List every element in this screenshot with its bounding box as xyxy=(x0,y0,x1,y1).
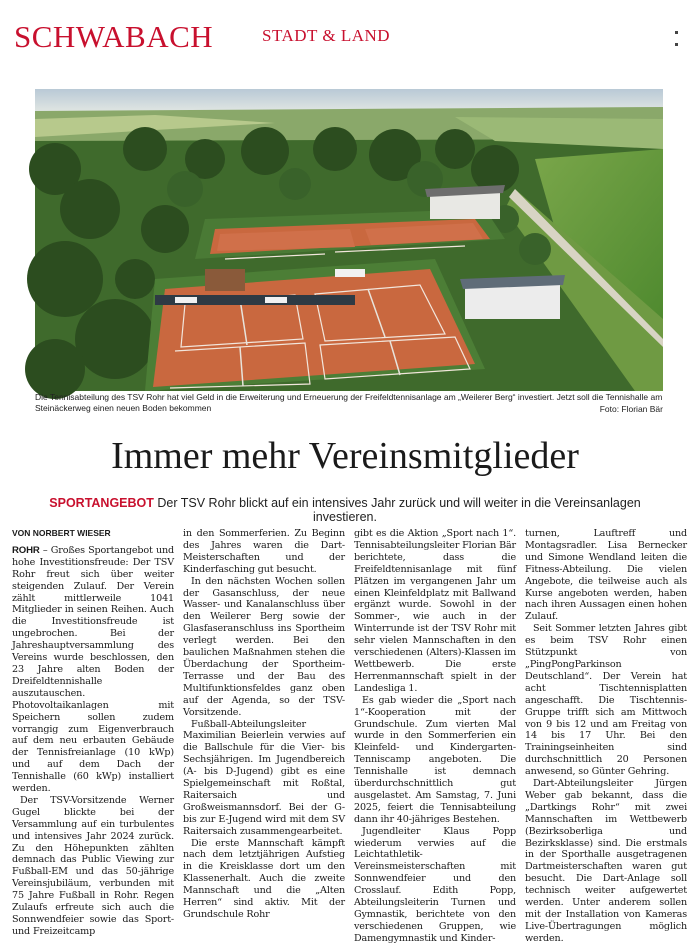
teaser-text: Der TSV Rohr blickt auf ein intensives Jahr zurück und will weiter in die Vereinsanlagen investieren. xyxy=(153,496,641,524)
photo-credit: Foto: Florian Bär xyxy=(599,404,663,414)
paragraph: in den Sommerferien. Zu Beginn des Jahres waren die Dart-Meisterschaften und der Kinderfasching gut besucht. xyxy=(183,528,345,575)
paragraph: Die erste Mannschaft kämpft nach dem letztjährigen Aufstieg in die Kreisklasse dort um den Klassenerhalt. Auch die zweite Mannschaft und die „Alten Herren“ sind aktiv. Mit der Grundschule Rohr xyxy=(183,837,345,920)
photo-caption xyxy=(35,392,663,418)
paragraph: ROHR – Großes Sportangebot und hohe Investitionsfreude: Der TSV Rohr freut sich über weiter steigenden Zulauf. Der Verein zählt mittlerweile 1041 Mitglieder in seinen Reihen. Auch die Investitionsfreude ist ungebrochen. Bei der Jahreshauptversammlung des Vereins wurde beschlossen, den 23 Jahre alten Boden der Dreifeldtennishalle auszutauschen. Photovoltaikanlagen mit Speichern sollen zudem vorrangig zum Eigenverbrauch auf dem neu erbauten Gebäude der Tennisfreianlage (10 kWp) und auf dem Dach der Tennishalle (60 kWp) installiert werden. xyxy=(12,544,174,795)
paragraph: Der TSV-Vorsitzende Werner Gugel blickte bei der Versammlung auf ein turbulentes und intensives Jahr 2024 zurück. Zu den Höhepunkten zählten demnach das Public Viewing zur Fußball-EM und das 50-jährige Vereinsjubiläum, verbunden mit 75 Jahre Fußball in Rohr. Regen Zulaufs erfreute sich auch die Sonnwendfeier sowie das Sport- und Freizeitcamp xyxy=(12,794,174,937)
column-2 xyxy=(183,528,345,920)
paragraph: Es gab wieder die „Sport nach 1“-Kooperation mit der Grundschule. Zum vierten Mal wurde in den Sommerferien ein Kleinfeld- und Kindergarten-Tenniscamp angeboten. Die Tennishalle ist demnach überdurchschnittlich gut ausgelastet. Am Samstag, 7. Juni 2025, feiert die Tennisabteilung dann ihr 40-jähriges Bestehen. xyxy=(354,694,516,825)
kicker-label: SPORTANGEBOT xyxy=(49,496,154,510)
margin-mark xyxy=(675,31,678,34)
article-photo xyxy=(35,89,663,391)
dateline: ROHR xyxy=(12,544,40,556)
aerial-tennis-courts-image xyxy=(35,89,663,391)
column-1 xyxy=(12,528,174,937)
caption-text: Die Tennisabteilung des TSV Rohr hat viel Geld in die Erweiterung und Erneuerung der Freifeldtennisanlage am „Weilerer Berg“ investiert. Jetzt soll die Tennishalle am Steinäckerweg einen neuen Boden bekommen xyxy=(35,392,663,413)
byline: VON NORBERT WIESER xyxy=(12,528,111,538)
paragraph: turnen, Lauftreff und Montagsradler. Lisa Bernecker und Simone Wendland leiten die Fitness-Abteilung. Die vielen Angebote, die teilweise auch als Kurse angeboten werden, haben nach ihren Aussagen einen hohen Zulauf. xyxy=(525,528,687,623)
margin-mark xyxy=(675,43,678,46)
paragraph: Seit Sommer letzten Jahres gibt es beim TSV Rohr einen Stützpunkt von „PingPongParkinson Deutschland“. Der Verein hat acht Tischtennisplatten angeschafft. Die Tischtennis-Gruppe trifft sich am Mittwoch von 9 bis 12 und am Freitag von 14 bis 17 Uhr. Bei den Trainingseinheiten sind durchschnittlich 20 Personen anwesend, so Günter Gehring. xyxy=(525,623,687,778)
section-subtitle: STADT & LAND xyxy=(262,26,391,45)
article-teaser xyxy=(20,496,670,524)
paragraph: In den nächsten Wochen sollen der Gasanschluss, der neue Wasser- und Kanalanschluss über den Weilerer Berg sowie der Glasfaseranschluss ins Sportheim verlegt werden. Bei den baulichen Maßnahmen stehen die Überdachung der Sportheim-Terrasse und der Bau des Multifunktionsfeldes ganz oben auf der Agenda, so der TSV-Vorsitzende. xyxy=(183,575,345,718)
article-body xyxy=(12,528,688,944)
article-headline: Immer mehr Vereinsmitglieder xyxy=(111,435,579,477)
masthead xyxy=(12,19,678,55)
column-4 xyxy=(525,528,687,944)
newspaper-section-title: SCHWABACH xyxy=(14,19,214,54)
paragraph: Fußball-Abteilungsleiter Maximilian Beierlein verwies auf die Ballschule für die Vier- bis Sechsjährigen. Im Jugendbereich (A- bis D-Jugend) gibt es eine Spielgemeinschaft mit Roßtal, Raitersaich und Großweismannsdorf. Bei der G- bis zur E-Jugend wird mit dem SV Raitersaich zusammengearbeitet. xyxy=(183,718,345,837)
paragraph: Dart-Abteilungsleiter Jürgen Weber gab bekannt, dass die „Dartkings Rohr“ mit zwei Mannschaften im Wettbewerb (Bezirksoberliga und Bezirksklasse) sind. Die erstmals in der Sporthalle ausgetragenen Dartmeisterschaften waren gut besucht. Die Dart-Anlage soll technisch weiter aufgewertet werden. Unter anderem sollen mit der Installation von Kameras Live-Übertragungen möglich werden. xyxy=(525,778,687,944)
paragraph: Jugendleiter Klaus Popp wiederum verwies auf die Leichtathletik-Vereinsmeisterschaften mit Sonnwendfeier und den Crosslauf. Edith Popp, Abteilungsleiterin Turnen und Gymnastik, berichtete von den verschiedenen Gruppen, wie Damengymnastik und Kinder- xyxy=(354,825,516,944)
paragraph: gibt es die Aktion „Sport nach 1“. Tennisabteilungsleiter Florian Bär berichtete, dass die Freifeldtennisanlage mit fünf Plätzen im vergangenen Jahr um einen Kleinfeldplatz mit Ballwand ergänzt wurde. Sowohl in der Sommer-, wie auch in der Winterrunde ist der TSV Rohr mit sehr vielen Mannschaften in den verschiedenen (Alters)-Klassen im Wettbewerb. Die erste Herrenmannschaft spielt in der Landesliga 1. xyxy=(354,528,516,694)
column-3 xyxy=(354,528,516,944)
